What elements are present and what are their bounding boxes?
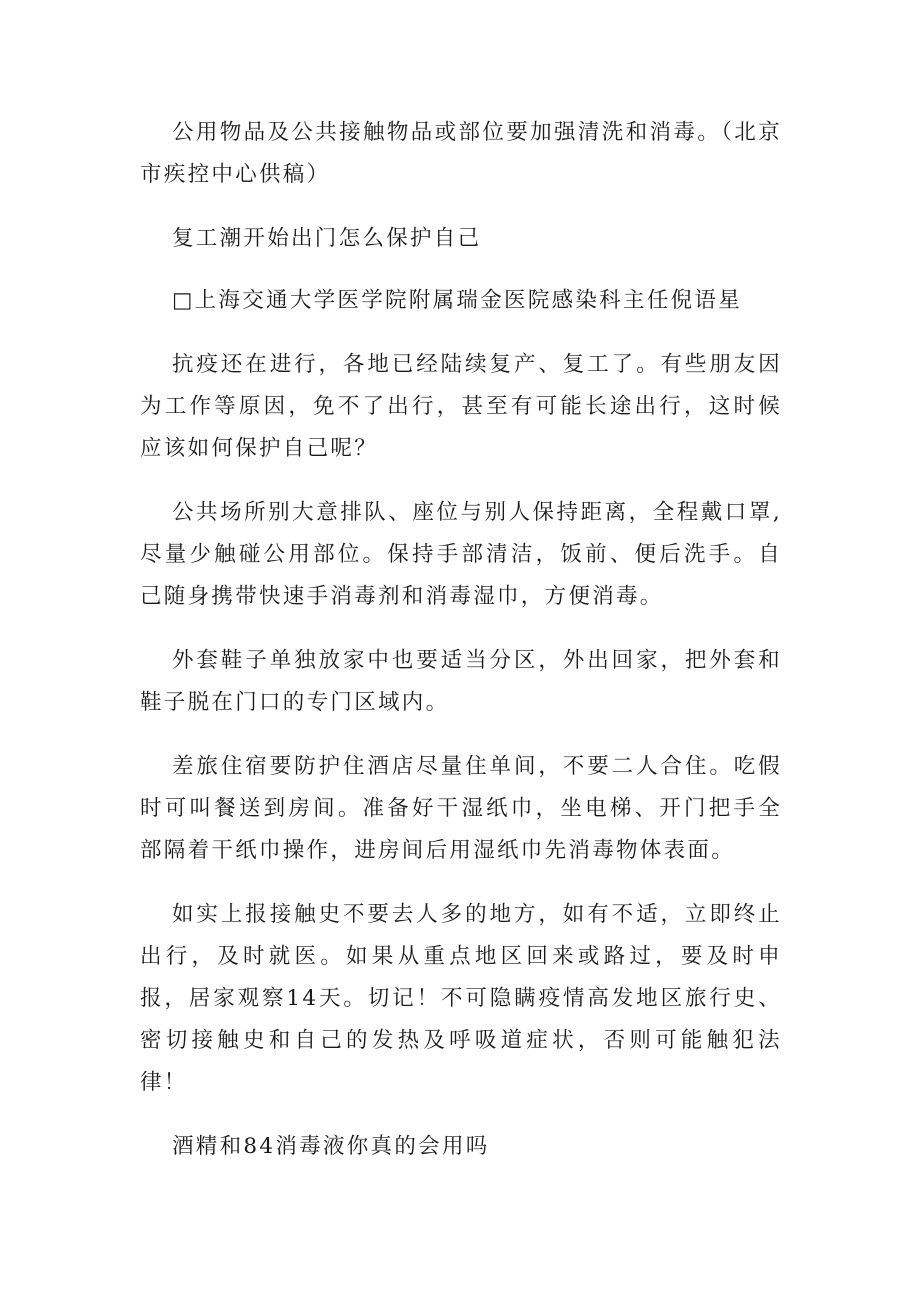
paragraph-public-items: 公用物品及公共接触物品或部位要加强清洗和消毒。（北京市疾控中心供稿） (140, 120, 782, 187)
paragraph-travel-lodging: 差旅住宿要防护住酒店尽量住单间，不要二人合住。吃假时可叫餐送到房间。准备好干湿纸巾，坐电梯、开门把手全部隔着干纸巾操作，进房间后用湿纸巾先消毒物体表面。 (140, 754, 782, 863)
section-heading-return-to-work: 复工潮开始出门怎么保护自己 (172, 226, 482, 251)
document-page (140, 112, 782, 1188)
paragraph-coats-shoes: 外套鞋子单独放家中也要适当分区，外出回家，把外套和鞋子脱在门口的专门区域内。 (140, 648, 782, 715)
author-byline: □上海交通大学医学院附属瑞金医院感染科主任倪语星 (172, 288, 743, 313)
paragraph-report-contact: 如实上报接触史不要去人多的地方，如有不适，立即终止出行，及时就医。如果从重点地区回来或路过，要及时申报，居家观察14天。切记！不可隐瞒疫情高发地区旅行史、密切接触史和自己的发热及呼吸道症状，否则可能触犯法律！ (140, 902, 782, 1095)
paragraph-intro: 抗疫还在进行，各地已经陆续复产、复工了。有些朋友因为工作等原因，免不了出行，甚至有可能长途出行，这时候应该如何保护自己呢？ (140, 352, 782, 461)
section-heading-disinfectant: 酒精和84消毒液你真的会用吗 (172, 1134, 490, 1159)
paragraph-public-places: 公共场所别大意排队、座位与别人保持距离，全程戴口罩,尽量少触碰公用部位。保持手部清洁，饭前、便后洗手。自己随身携带快速手消毒剂和消毒湿巾，方便消毒。 (140, 500, 782, 609)
